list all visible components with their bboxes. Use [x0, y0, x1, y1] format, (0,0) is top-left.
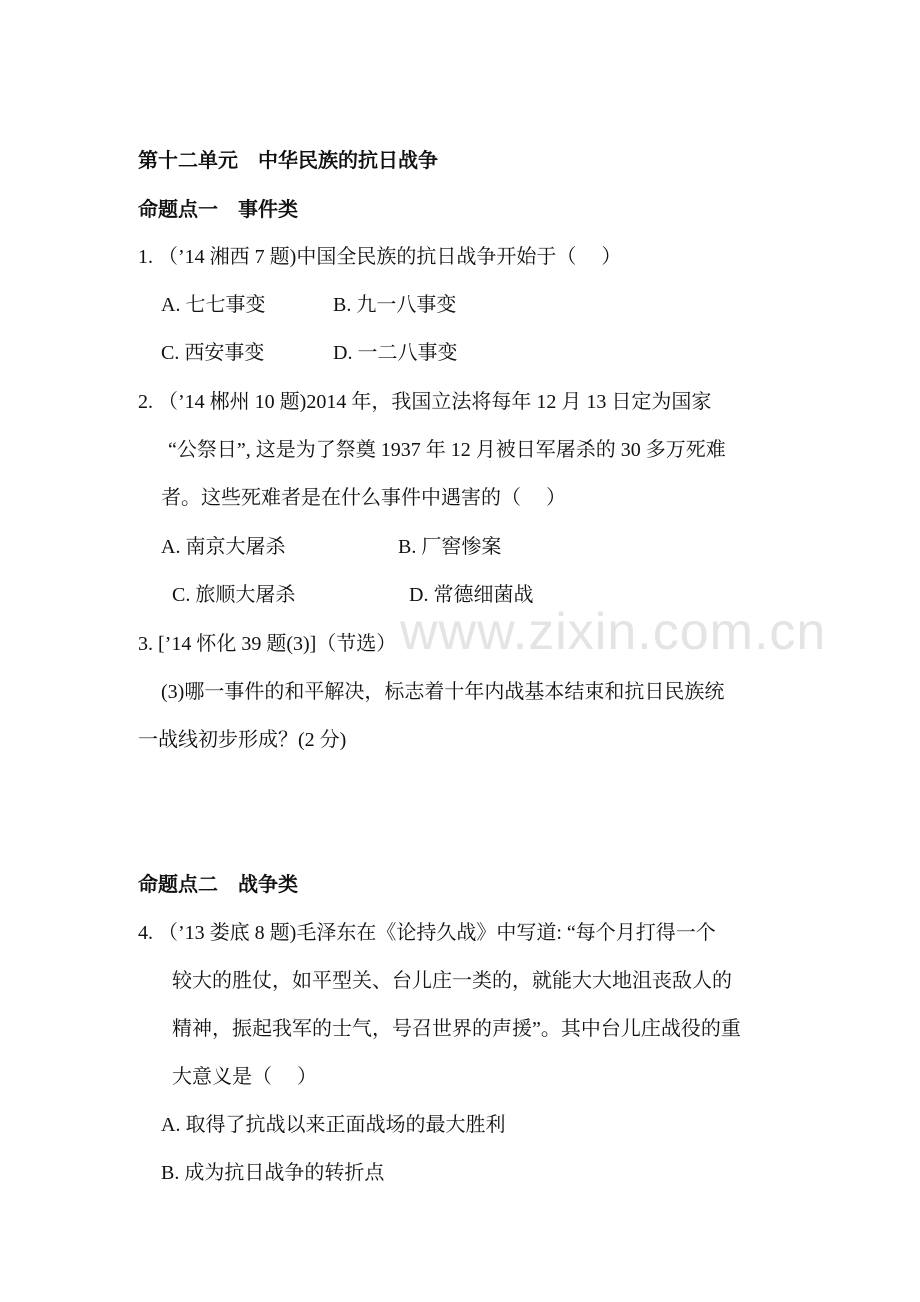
q3-line2: (3)哪一事件的和平解决，标志着十年内战基本结束和抗日民族统: [161, 681, 725, 703]
q4-option-b: B. 成为抗日战争的转折点: [161, 1162, 385, 1184]
q4-line2: 较大的胜仗，如平型关、台儿庄一类的，就能大大地沮丧敌人的: [172, 970, 732, 992]
q1-option-b: B. 九一八事变: [333, 294, 457, 316]
q3-line3: 一战线初步形成？(2 分): [138, 729, 347, 751]
q2-option-a: A. 南京大屠杀: [161, 536, 286, 558]
q4-line3: 精神，振起我军的士气，号召世界的声援”。其中台儿庄战役的重: [172, 1018, 741, 1040]
q2-line1: 2. （’14 郴州 10 题)2014 年，我国立法将每年 12 月 13 日定为国家: [138, 391, 712, 413]
q4-line4: 大意义是（ ）: [172, 1066, 317, 1088]
q2-option-d: D. 常德细菌战: [409, 584, 534, 606]
q3-line1: 3. [’14 怀化 39 题(3)]（节选）: [138, 633, 397, 655]
q2-line3: 者。这些死难者是在什么事件中遇害的（ ）: [161, 487, 566, 509]
watermark: www.zixin.com.cn: [400, 603, 827, 661]
unit-title: 第十二单元 中华民族的抗日战争: [138, 148, 438, 172]
q2-option-b: B. 厂窖惨案: [398, 536, 502, 558]
q4-option-a: A. 取得了抗战以来正面战场的最大胜利: [161, 1114, 506, 1136]
q2-option-c: C. 旅顺大屠杀: [172, 584, 296, 606]
q4-line1: 4. （’13 娄底 8 题)毛泽东在《论持久战》中写道: “每个月打得一个: [138, 922, 716, 944]
q2-line2: “公祭日”, 这是为了祭奠 1937 年 12 月被日军屠杀的 30 多万死难: [168, 439, 726, 461]
q1-option-d: D. 一二八事变: [333, 342, 458, 364]
q1-option-a: A. 七七事变: [161, 294, 266, 316]
section1-title: 命题点一 事件类: [138, 197, 298, 221]
q1-option-c: C. 西安事变: [161, 342, 265, 364]
q1-stem: 1. （’14 湘西 7 题)中国全民族的抗日战争开始于（ ）: [138, 246, 622, 268]
section2-title: 命题点二 战争类: [138, 872, 298, 896]
